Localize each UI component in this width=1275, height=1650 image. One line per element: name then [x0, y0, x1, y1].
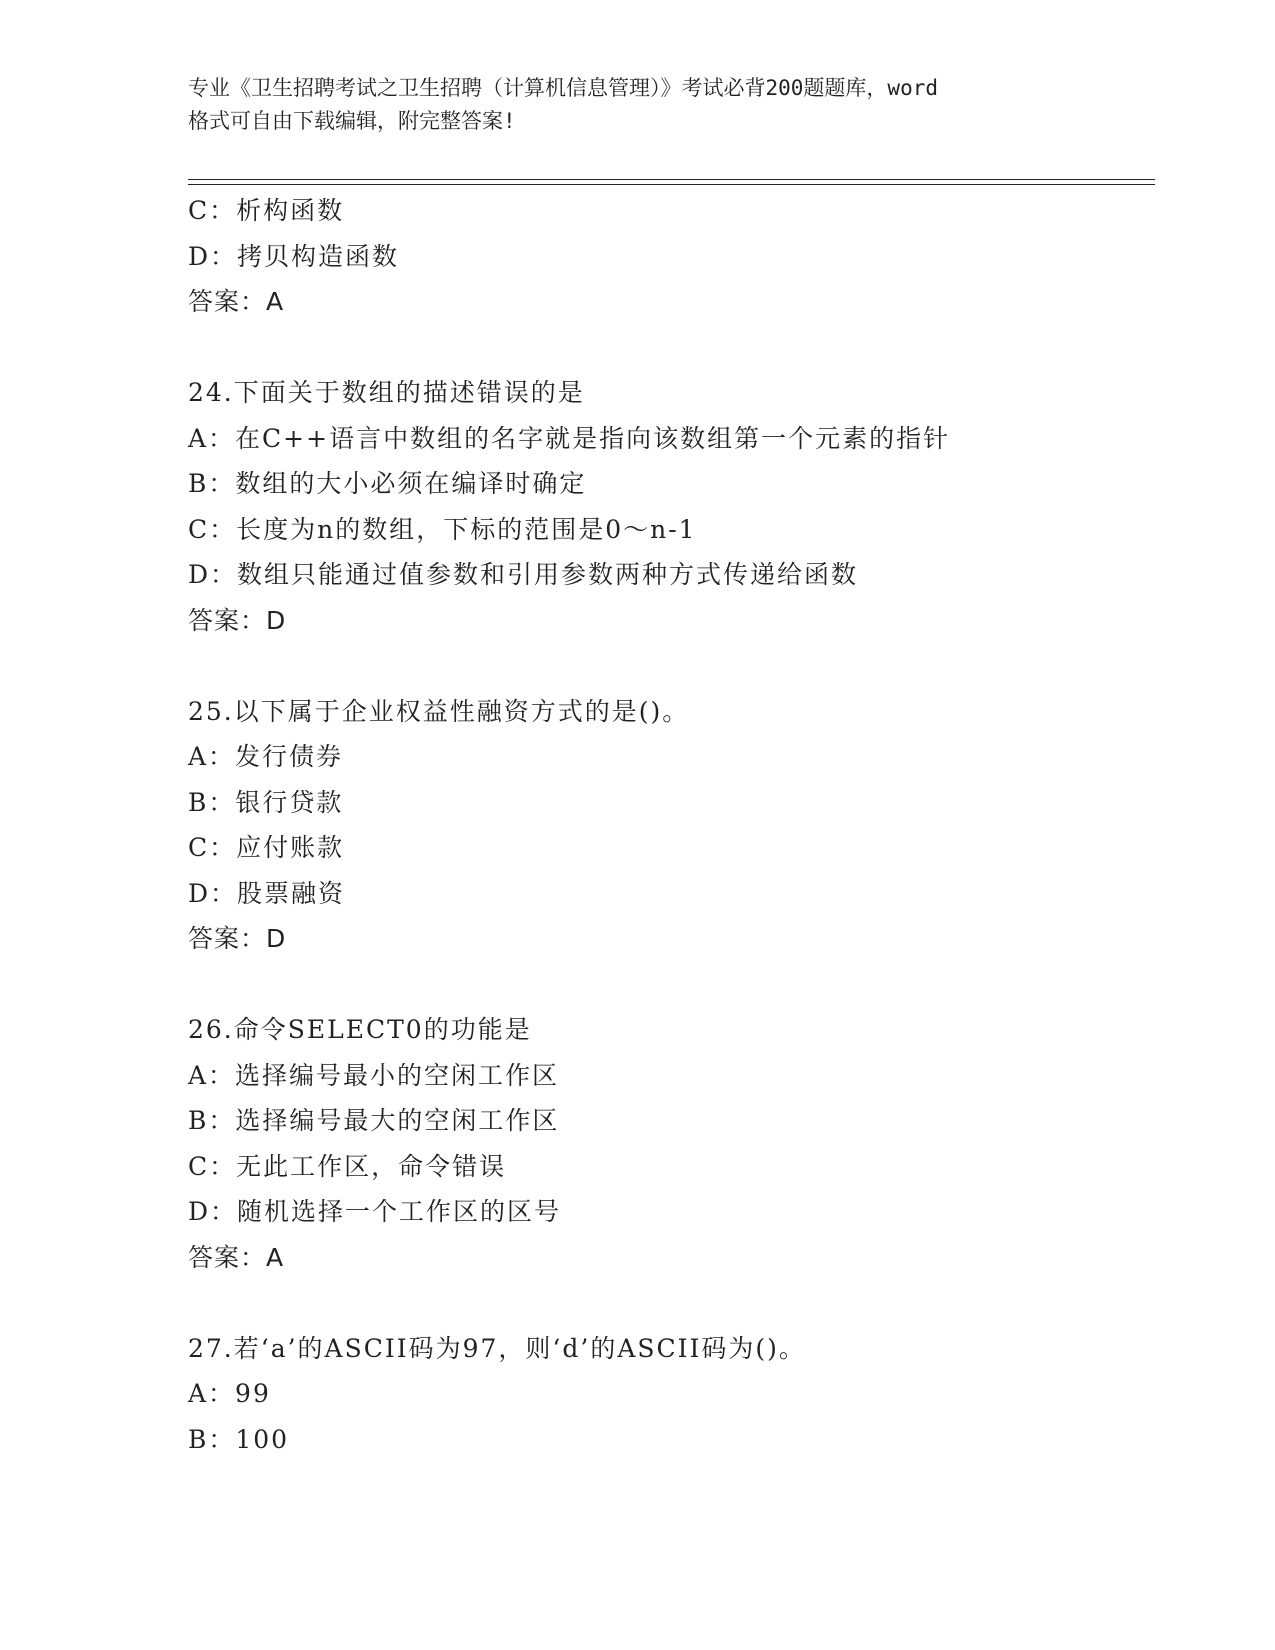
option-a: A：发行债券	[188, 742, 344, 771]
document-body	[188, 188, 1148, 1462]
question-text: 27.若‘a’的ASCII码为97，则‘d’的ASCII码为()。	[188, 1333, 806, 1363]
option-b: B：100	[188, 1424, 290, 1454]
answer-line: 答案：D	[188, 605, 287, 635]
document-header	[188, 72, 1088, 138]
question-block-26	[188, 1007, 1148, 1280]
option-a: A：99	[188, 1379, 271, 1408]
option-c: C：无此工作区，命令错误	[188, 1151, 507, 1181]
spacer	[188, 325, 1148, 371]
question-text: 25.以下属于企业权益性融资方式的是()。	[188, 696, 690, 726]
question-block-27	[188, 1326, 1148, 1463]
option-d: D：数组只能通过值参数和引用参数两种方式传递给函数	[188, 560, 859, 589]
option-a: A：选择编号最小的空闲工作区	[188, 1060, 560, 1090]
header-line-1: 专业《卫生招聘考试之卫生招聘（计算机信息管理）》考试必背200题题库，word	[188, 76, 938, 100]
answer-line: 答案：A	[188, 287, 285, 316]
spacer	[188, 643, 1148, 689]
question-block-23	[188, 188, 1148, 325]
option-b: B：选择编号最大的空闲工作区	[188, 1106, 560, 1135]
option-b: B：数组的大小必须在编译时确定	[188, 469, 587, 498]
header-line-2: 格式可自由下载编辑，附完整答案!	[188, 109, 516, 133]
spacer	[188, 1280, 1148, 1326]
answer-line: 答案：D	[188, 924, 287, 953]
question-text: 26.命令SELECT0的功能是	[188, 1015, 532, 1044]
answer-line: 答案：A	[188, 1242, 285, 1272]
question-block-25	[188, 689, 1148, 962]
header-rule-top	[188, 179, 1155, 180]
question-block-24	[188, 370, 1148, 643]
option-c: C：长度为n的数组，下标的范围是0～n-1	[188, 514, 697, 544]
option-d: D：拷贝构造函数	[188, 241, 400, 271]
option-c: C：应付账款	[188, 833, 345, 862]
header-rule-bottom	[188, 184, 1155, 185]
option-b: B：银行贷款	[188, 787, 344, 817]
spacer	[188, 962, 1148, 1008]
option-d: D：随机选择一个工作区的区号	[188, 1197, 562, 1226]
option-d: D：股票融资	[188, 878, 346, 908]
question-text: 24.下面关于数组的描述错误的是	[188, 378, 585, 407]
option-a: A：在C++语言中数组的名字就是指向该数组第一个元素的指针	[188, 423, 951, 453]
option-c: C：析构函数	[188, 196, 345, 225]
